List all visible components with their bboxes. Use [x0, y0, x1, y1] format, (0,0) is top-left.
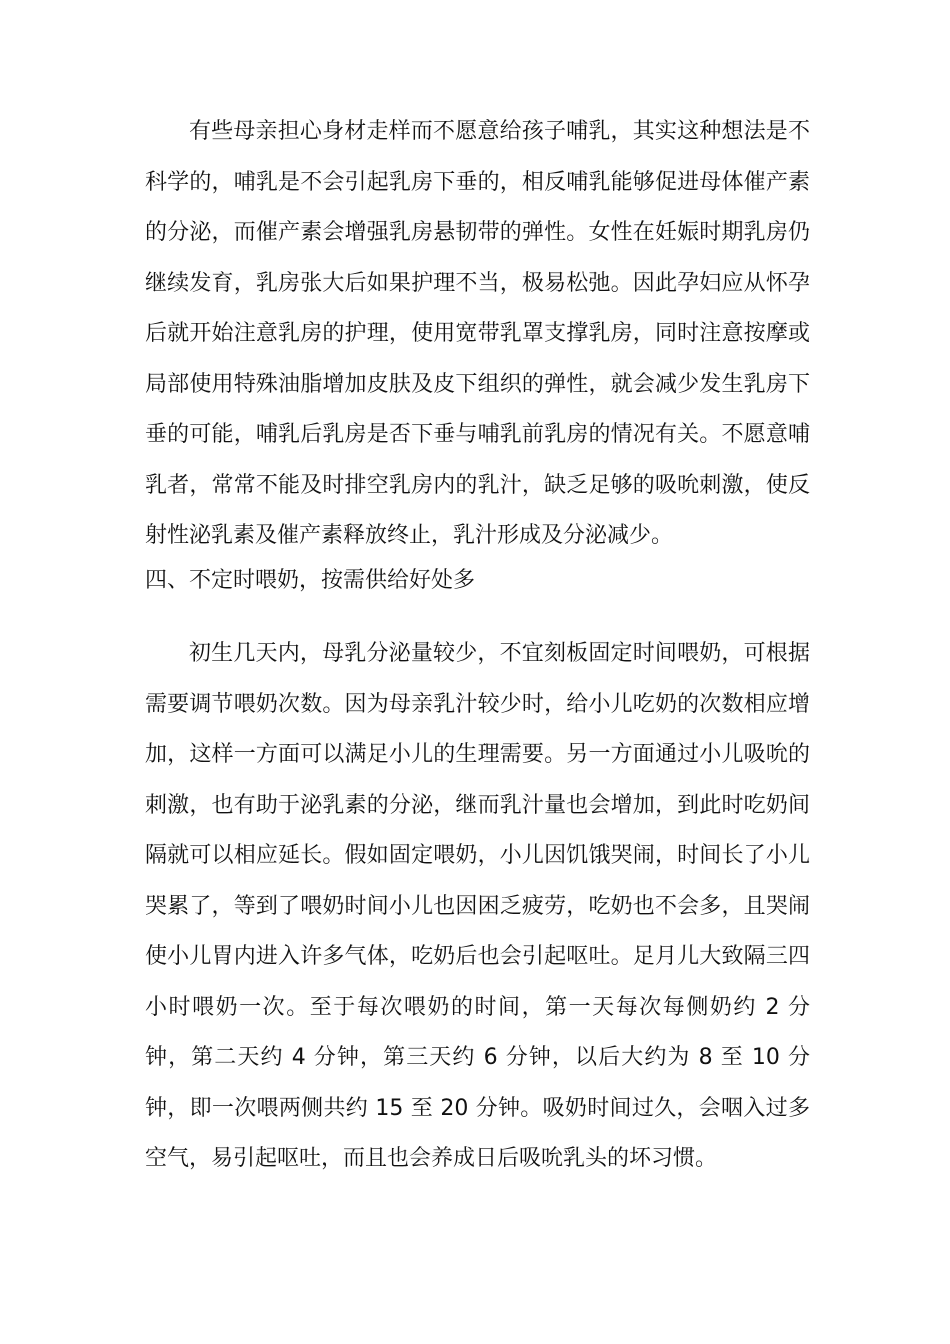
body-paragraph: 初生几天内，母乳分泌量较少，不宜刻板固定时间喂奶，可根据需要调节喂奶次数。因为母亲乳汁较少时，给小儿吃奶的次数相应增加，这样一方面可以满足小儿的生理需要。另一方面通过小儿吸吮的刺激，也有助于泌乳素的分泌，继而乳汁量也会增加，到此时吃奶间隔就可以相应延长。假如固定喂奶，小儿因饥饿哭闹，时间长了小儿哭累了，等到了喂奶时间小儿也因困乏疲劳，吃奶也不会多，且哭闹使小儿胃内进入许多气体，吃奶后也会引起呕吐。足月儿大致隔三四小时喂奶一次。至于每次喂奶的时间，第一天每次每侧奶约 2 分钟，第二天约 4 分钟，第三天约 6 分钟，以后大约为 8 至 10 分钟，即一次喂两侧共约 15 至 20 分钟。吸奶时间过久，会咽入过多空气，易引起呕吐，而且也会养成日后吸吮乳头的坏习惯。	[145, 641, 810, 1171]
body-paragraph: 有些母亲担心身材走样而不愿意给孩子哺乳，其实这种想法是不科学的，哺乳是不会引起乳房下垂的，相反哺乳能够促进母体催产素的分泌，而催产素会增强乳房悬韧带的弹性。女性在妊娠时期乳房仍继续发育，乳房张大后如果护理不当，极易松弛。因此孕妇应从怀孕后就开始注意乳房的护理，使用宽带乳罩支撑乳房，同时注意按摩或局部使用特殊油脂增加皮肤及皮下组织的弹性，就会减少发生乳房下垂的可能，哺乳后乳房是否下垂与哺乳前乳房的情况有关。不愿意哺乳者，常常不能及时排空乳房内的乳汁，缺乏足够的吸吮刺激，使反射性泌乳素及催产素释放终止，乳汁形成及分泌减少。	[145, 119, 810, 548]
section-heading: 四、不定时喂奶，按需供给好处多	[145, 568, 476, 593]
